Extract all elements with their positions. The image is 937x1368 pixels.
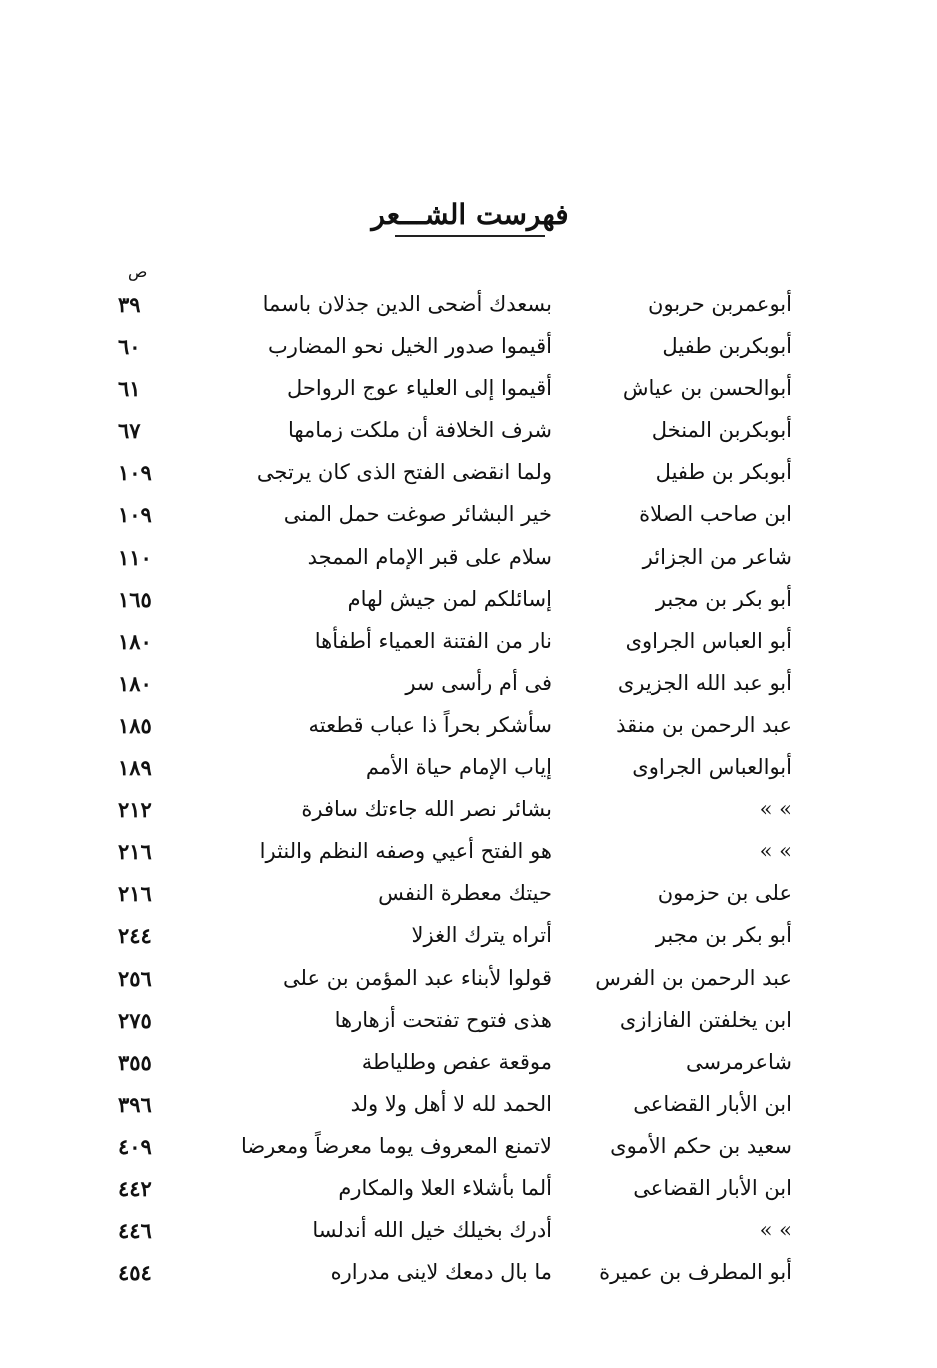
poet-name: أبو العباس الجراوى (625, 628, 792, 653)
verse-opening: سلام على قبر الإمام الممجد (307, 544, 552, 569)
index-row (0, 1212, 937, 1254)
index-row (0, 1128, 937, 1170)
poet-name: أبو المطرف بن عميرة (599, 1260, 792, 1285)
verse-opening: ألما بأشلاء العلا والمكارم (338, 1175, 552, 1200)
page-title: فهرست الشـــعر (300, 198, 640, 237)
verse-opening: فى أم رأسى سر (405, 670, 552, 695)
page-number: ٤٤٢ (118, 1175, 152, 1201)
verse-opening: الحمد لله لا أهل ولا ولد (350, 1091, 552, 1116)
index-row (0, 665, 937, 707)
page-number: ١٨٥ (118, 712, 152, 738)
verse-opening: سأشكر بحراً ذا عباب قطعته (308, 712, 552, 737)
page-number: ٣٩ (118, 292, 141, 317)
verse-opening: هو الفتح أعيي وصفه النظم والنثرا (259, 839, 552, 864)
poet-name: » » (759, 1218, 792, 1243)
page-number: ٤٠٩ (118, 1133, 152, 1159)
verse-opening: بسعدك أضحى الدين جذلان باسما (262, 292, 552, 316)
index-row (0, 539, 937, 581)
page-number: ٢٥٦ (118, 965, 152, 991)
verse-opening: إسائلكم لمن جيش لهام (347, 586, 552, 611)
verse-opening: حيتك معطرة النفس (378, 881, 552, 906)
index-row (0, 917, 937, 959)
verse-opening: هذى فتوح تفتحت أزهارها (334, 1007, 552, 1032)
verse-opening: أقيموا صدور الخيل نحو المضارب (267, 334, 552, 359)
poetry-index-list (0, 286, 937, 1296)
index-row (0, 454, 937, 496)
poet-name: سعيد بن حكم الأموى (610, 1133, 792, 1158)
index-row (0, 1086, 937, 1128)
page-number: ٦٠ (118, 334, 141, 360)
index-row (0, 412, 937, 454)
page-number: ١٨٠ (118, 628, 152, 654)
page-number: ٣٥٥ (118, 1049, 152, 1075)
page-number: ٢١٦ (118, 839, 152, 865)
page-number: ١١٠ (118, 544, 152, 570)
page-number: ٢١٢ (118, 797, 152, 823)
poet-name: شاعر من الجزائر (642, 544, 792, 569)
poet-name: شاعرمرسى (685, 1049, 792, 1074)
index-row (0, 875, 937, 917)
poet-name: أبوعمربن حربون (648, 292, 792, 316)
verse-opening: ما بال دمعك لاينى مدراره (330, 1260, 552, 1285)
page-number: ١٦٥ (118, 586, 152, 612)
page-number: ٣٩٦ (118, 1091, 152, 1117)
poet-name: أبوالحسن بن عياش (622, 376, 792, 401)
poet-name: ابن صاحب الصلاة (639, 502, 792, 527)
page-number: ٦٧ (118, 418, 141, 444)
poet-name: أبوالعباس الجراوى (632, 755, 792, 780)
poet-name: ابن الأبار القضاعى (633, 1175, 792, 1200)
verse-opening: أدرك بخيلك خيل الله أندلسا (312, 1218, 552, 1243)
poet-name: » » (759, 797, 792, 822)
index-row (0, 749, 937, 791)
verse-opening: إياب الإمام حياة الأمم (365, 755, 552, 780)
poet-name: أبو بكر بن مجبر (655, 586, 792, 611)
poet-name: أبوبكربن طفيل (662, 334, 792, 359)
verse-opening: ولما انقضى الفتح الذى كان يرتجى (256, 460, 552, 485)
index-row (0, 1170, 937, 1212)
page-number: ٢٤٤ (118, 923, 152, 949)
page-number: ١٨٠ (118, 670, 152, 696)
poet-name: أبو بكر بن مجبر (655, 923, 792, 948)
verse-opening: بشائر نصر الله جاءتك سافرة (301, 797, 552, 822)
poet-name: » » (759, 839, 792, 864)
page-number: ١٠٩ (118, 460, 152, 486)
poet-name: أبو عبد الله الجزيرى (617, 670, 792, 695)
poet-name: ابن يخلفتن الفازازى (619, 1007, 792, 1032)
verse-opening: خير البشائر صوغت حمل المنى (283, 502, 552, 527)
index-row (0, 370, 937, 412)
index-row (0, 960, 937, 1002)
index-row (0, 707, 937, 749)
index-row (0, 496, 937, 538)
verse-opening: أتراه يترك الغزلا (411, 923, 552, 948)
page-number: ٢٧٥ (118, 1007, 152, 1033)
index-row (0, 1044, 937, 1086)
page-number: ١٨٩ (118, 755, 152, 781)
index-row (0, 286, 937, 328)
poet-name: على بن حزمون (657, 881, 792, 906)
page-number: ٦١ (118, 376, 141, 402)
poet-name: عبد الرحمن بن منقذ (616, 712, 792, 737)
verse-opening: موقعة عفص وطلياطة (361, 1049, 552, 1074)
verse-opening: قولوا لأبناء عبد المؤمن بن على (283, 965, 552, 990)
page-number: ٢١٦ (118, 881, 152, 907)
index-row (0, 581, 937, 623)
poet-name: أبوبكربن المنخل (651, 418, 792, 443)
page-number: ١٠٩ (118, 502, 152, 528)
verse-opening: نار من الفتنة العمياء أطفأها (314, 628, 552, 653)
poet-name: ابن الأبار القضاعى (633, 1091, 792, 1116)
index-row (0, 1002, 937, 1044)
poet-name: أبوبكر بن طفيل (655, 460, 792, 485)
page-number: ٤٥٤ (118, 1260, 152, 1286)
index-row (0, 623, 937, 665)
index-row (0, 1254, 937, 1296)
verse-opening: أقيموا إلى العلياء عوج الرواحل (286, 376, 552, 401)
index-row (0, 833, 937, 875)
verse-opening: لاتمنع المعروف يوما معرضاً ومعرضا (240, 1133, 552, 1158)
poet-name: عبد الرحمن بن الفرس (595, 965, 792, 990)
index-row (0, 328, 937, 370)
verse-opening: شرف الخلافة أن ملكت زمامها (287, 418, 552, 443)
index-row (0, 791, 937, 833)
page-column-header: ص (128, 262, 148, 281)
page-number: ٤٤٦ (118, 1218, 152, 1244)
